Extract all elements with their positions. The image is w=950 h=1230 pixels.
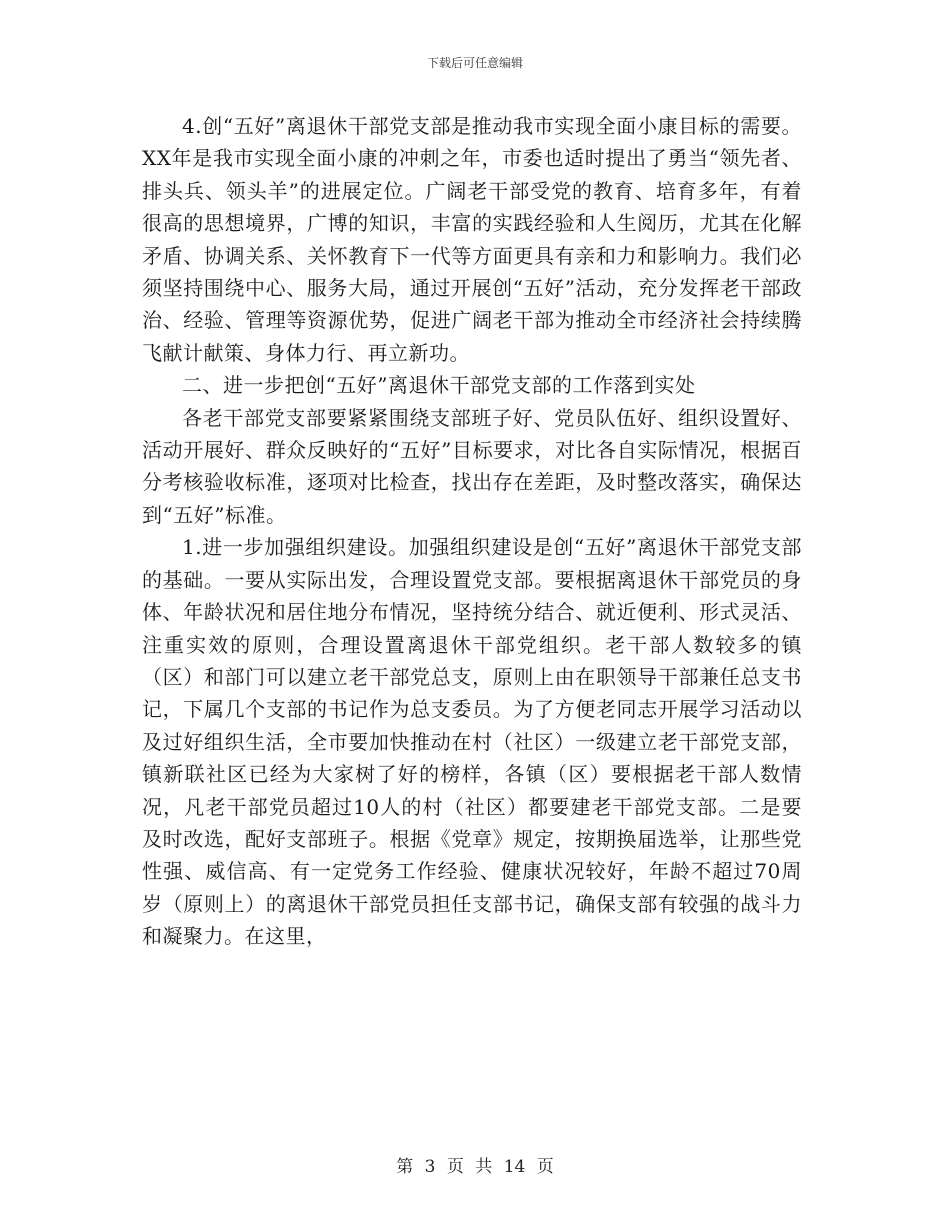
paragraph-1: 4.创“五好”离退休干部党支部是推动我市实现全面小康目标的需要。XX年是我市实现全面小康的冲刺之年，市委也适时提出了勇当“领先者、排头兵、领头羊”的进展定位。广阔老干部受党的教育、培育多年，有着很高的思想境界，广博的知识，丰富的实践经验和人生阅历，尤其在化解矛盾、协调关系、关怀教育下一代等方面更具有亲和力和影响力。我们必须坚持围绕中心、服务大局，通过开展创“五好”活动，充分发挥老干部政治、经验、管理等资源优势，促进广阔老干部为推动全市经济社会持续腾飞献计献策、身体力行、再立新功。 bbox=[142, 114, 802, 365]
section-heading: 二、进一步把创“五好”离退休干部党支部的工作落到实处 bbox=[182, 373, 696, 398]
paragraph-2: 各老干部党支部要紧紧围绕支部班子好、党员队伍好、组织设置好、活动开展好、群众反映好的“五好”目标要求，对比各自实际情况，根据百分考核验收标准，逐项对比检查，找出存在差距，及时整改落实，确保达到“五好”标准。 bbox=[142, 405, 802, 527]
document-body bbox=[142, 110, 802, 953]
page-footer: 第 3 页 共 14 页 bbox=[396, 1157, 554, 1177]
paragraph-3: 1.进一步加强组织建设。加强组织建设是创“五好”离退休干部党支部的基础。一要从实际出发，合理设置党支部。要根据离退休干部党员的身体、年龄状况和居住地分布情况，坚持统分结合、就近便利、形式灵活、注重实效的原则，合理设置离退休干部党组织。老干部人数较多的镇（区）和部门可以建立老干部党总支，原则上由在职领导干部兼任总支书记，下属几个支部的书记作为总支委员。为了方便老同志开展学习活动以及过好组织生活，全市要加快推动在村（社区）一级建立老干部党支部，镇新联社区已经为大家树了好的榜样，各镇（区）要根据老干部人数情况，凡老干部党员超过10人的村（社区）都要建老干部党支部。二是要及时改选，配好支部班子。根据《党章》规定，按期换届选举，让那些党性强、威信高、有一定党务工作经验、健康状况较好，年龄不超过70周岁（原则上）的离退休干部党员担任支部书记，确保支部有较强的战斗力和凝聚力。在这里， bbox=[142, 535, 802, 949]
page-header: 下载后可任意编辑 bbox=[426, 56, 523, 70]
